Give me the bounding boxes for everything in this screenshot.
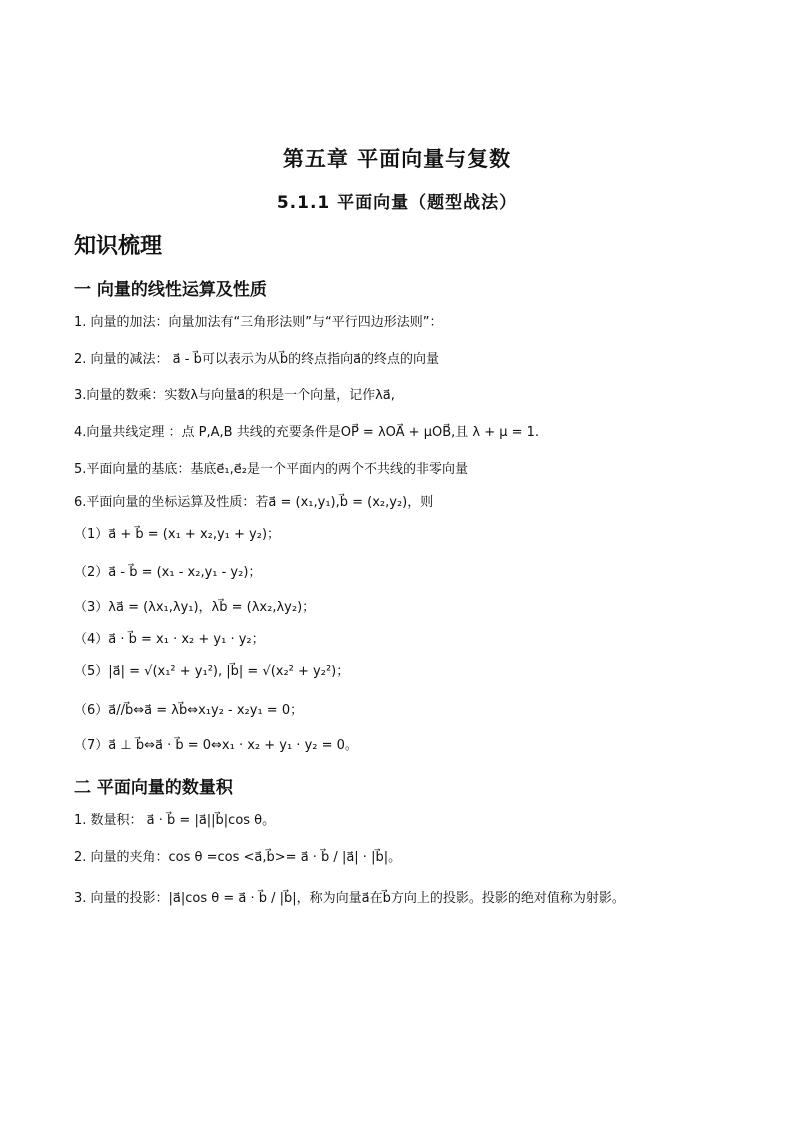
list-item: 1. 向量的加法：向量加法有“三角形法则”与“平行四边形法则”： bbox=[74, 315, 443, 330]
section2-title: 二 平面向量的数量积 bbox=[74, 778, 233, 798]
list-item: 2. 向量的减法： a⃗ - b⃗可以表示为从b⃗的终点指向a⃗的终点的向量 bbox=[74, 352, 440, 367]
section-subtitle: 5.1.1 平面向量（题型战法） bbox=[276, 193, 518, 213]
list-item: 4.向量共线定理 ：点 P,A,B 共线的充要条件是OP⃗ = λOA⃗ + μOB⃗,且 λ + μ = 1. bbox=[74, 425, 540, 440]
sub-item: （5）|a⃗| = √(x₁² + y₁²), |b⃗| = √(x₂² + y₂²)； bbox=[74, 664, 350, 679]
sub-item: （4）a⃗ · b⃗ = x₁ · x₂ + y₁ · y₂； bbox=[74, 632, 265, 647]
section1-title: 一 向量的线性运算及性质 bbox=[74, 280, 267, 300]
list-item: 5.平面向量的基底：基底e⃗₁,e⃗₂是一个平面内的两个不共线的非零向量 bbox=[74, 462, 468, 477]
sub-item: （1）a⃗ + b⃗ = (x₁ + x₂,y₁ + y₂)； bbox=[74, 527, 281, 542]
list-item: 6.平面向量的坐标运算及性质：若a⃗ = (x₁,y₁),b⃗ = (x₂,y₂)，则 bbox=[74, 495, 434, 510]
sub-item: （2）a⃗ - b⃗ = (x₁ - x₂,y₁ - y₂)； bbox=[74, 565, 262, 580]
sub-item: （3）λa⃗ = (λx₁,λy₁)，λb⃗ = (λx₂,λy₂)； bbox=[74, 600, 316, 615]
list-item: 1. 数量积： a⃗ · b⃗ = |a⃗||b⃗|cos θ。 bbox=[74, 813, 276, 828]
list-item: 2. 向量的夹角：cos θ =cos <a⃗,b⃗>= a⃗ · b⃗ / |a⃗| · |b⃗|。 bbox=[74, 850, 402, 865]
sub-item: （7）a⃗ ⊥ b⃗⇔a⃗ · b⃗ = 0⇔x₁ · x₂ + y₁ · y₂ = 0。 bbox=[74, 738, 358, 753]
knowledge-heading: 知识梳理 bbox=[74, 234, 163, 259]
sub-item: （6）a⃗//b⃗⇔a⃗ = λb⃗⇔x₁y₂ - x₂y₁ = 0； bbox=[74, 703, 304, 718]
list-item: 3. 向量的投影：|a⃗|cos θ = a⃗ · b⃗ / |b⃗|，称为向量a⃗在b⃗方向上的投影。投影的绝对值称为射影。 bbox=[74, 891, 625, 906]
chapter-title: 第五章 平面向量与复数 bbox=[282, 147, 512, 171]
list-item: 3.向量的数乘：实数λ与向量a⃗的积是一个向量，记作λa⃗, bbox=[74, 388, 395, 403]
